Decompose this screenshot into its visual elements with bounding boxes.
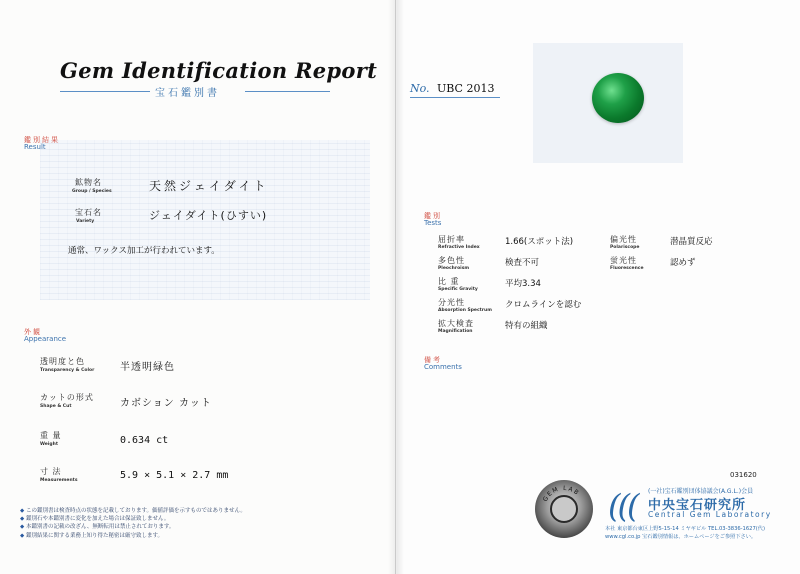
lab-name-jp: 中央宝石研究所	[648, 498, 747, 513]
tests-heading-en: Tests	[424, 219, 442, 227]
note-item: ◆ この鑑別書は検査時点の状態を記載しております。価値評価を示すものではありません。	[20, 507, 350, 515]
svg-text:GEM LAB	[542, 485, 581, 503]
sg-value: 平均3.34	[505, 279, 541, 289]
polariscope-label: 偏光性	[610, 235, 637, 244]
note-item: ◆ 鑑別石や本鑑別書に変化を加えた場合は保証致しません。	[20, 515, 350, 523]
ri-label: 屈折率	[438, 235, 465, 244]
spectrum-label-en: Absorption Spectrum	[438, 308, 492, 313]
gemstone-photo	[592, 73, 644, 123]
appearance-heading-jp: 外観	[24, 328, 42, 336]
seal-text-path: GEM LAB	[541, 484, 581, 503]
lab-website: www.cgl.co.jp 宝石鑑別情報は、ホームページをご参照下さい。	[605, 534, 757, 540]
fluorescence-label-en: Fluorescence	[610, 266, 644, 271]
title-rule-left	[60, 91, 150, 92]
result-heading-jp: 鑑別結果	[24, 136, 60, 144]
pleochroism-label-en: Pleochroism	[438, 266, 470, 271]
seal-text	[535, 480, 593, 538]
sg-label: 比 重	[438, 277, 460, 286]
report-notes	[20, 507, 350, 540]
result-remark: 通常、ワックス加工が行われています。	[68, 246, 220, 256]
species-label: 鉱物名	[75, 178, 102, 187]
species-label-en: Group / Species	[72, 189, 112, 194]
spectrum-value: クロムラインを認む	[505, 300, 582, 310]
lab-name-en: Central Gem Laboratory	[648, 510, 772, 519]
measurements-value: 5.9 × 5.1 × 2.7 mm	[120, 470, 229, 481]
ri-value: 1.66(スポット法)	[505, 237, 574, 247]
cgl-logo-icon: (((	[608, 487, 637, 525]
tests-heading-jp: 鑑別	[424, 212, 442, 220]
weight-value: 0.634 ct	[120, 435, 169, 446]
comments-heading-jp: 備考	[424, 356, 442, 364]
serial-number: 031620	[730, 471, 757, 479]
magnification-value: 特有の組織	[505, 321, 548, 331]
note-item: ◆ 鑑別結果に関する業務上知り得た秘密は厳守致します。	[20, 532, 350, 540]
magnification-label: 拡大検査	[438, 319, 474, 328]
spectrum-label: 分光性	[438, 298, 465, 307]
variety-value: ジェイダイト(ひすい)	[149, 209, 268, 222]
magnification-label-en: Magnification	[438, 329, 473, 334]
report-subtitle: 宝石鑑別書	[155, 88, 220, 99]
fluorescence-value: 認めず	[670, 258, 696, 268]
measurements-label-en: Measurements	[40, 478, 78, 483]
shape-value: カボション カット	[120, 398, 212, 409]
fluorescence-label: 蛍光性	[610, 256, 637, 265]
weight-label-en: Weight	[40, 442, 58, 447]
shape-label-en: Shape & Cut	[40, 404, 72, 409]
report-title: Gem Identification Report	[60, 58, 378, 83]
pleochroism-value: 検査不可	[505, 258, 540, 268]
variety-label: 宝石名	[75, 208, 102, 217]
variety-label-en: Variety	[76, 219, 95, 224]
ri-label-en: Refractive Index	[438, 245, 480, 250]
measurements-label: 寸 法	[40, 467, 62, 476]
weight-label: 重 量	[40, 431, 62, 440]
note-item: ◆ 本鑑別書の記載の改ざん、無断転用は禁止されております。	[20, 523, 350, 531]
appearance-heading-en: Appearance	[24, 335, 67, 343]
polariscope-label-en: Polariscope	[610, 245, 640, 250]
association-text: (一社)宝石鑑別団体協議会(A.G.L.)会員	[648, 488, 754, 495]
sg-label-en: Specific Gravity	[438, 287, 478, 292]
report-number-value: UBC 2013	[437, 82, 495, 95]
transparency-label: 透明度と色	[40, 357, 85, 366]
report-number-rule	[410, 97, 500, 98]
pleochroism-label: 多色性	[438, 256, 465, 265]
result-heading-en: Result	[24, 143, 46, 151]
polariscope-value: 潜晶質反応	[670, 237, 713, 247]
species-value: 天然ジェイダイト	[149, 179, 269, 193]
comments-heading-en: Comments	[424, 363, 462, 371]
title-rule-right	[245, 91, 330, 92]
shape-label: カットの形式	[40, 393, 94, 402]
page-fold	[388, 0, 404, 574]
transparency-value: 半透明緑色	[120, 362, 175, 373]
lab-address: 本社 東京都台東区上野5-15-14 ミヤギビル TEL.03-3836-1627(代)	[605, 526, 765, 532]
transparency-label-en: Transparency & Color	[40, 368, 95, 373]
report-number-label: No.	[410, 82, 430, 95]
